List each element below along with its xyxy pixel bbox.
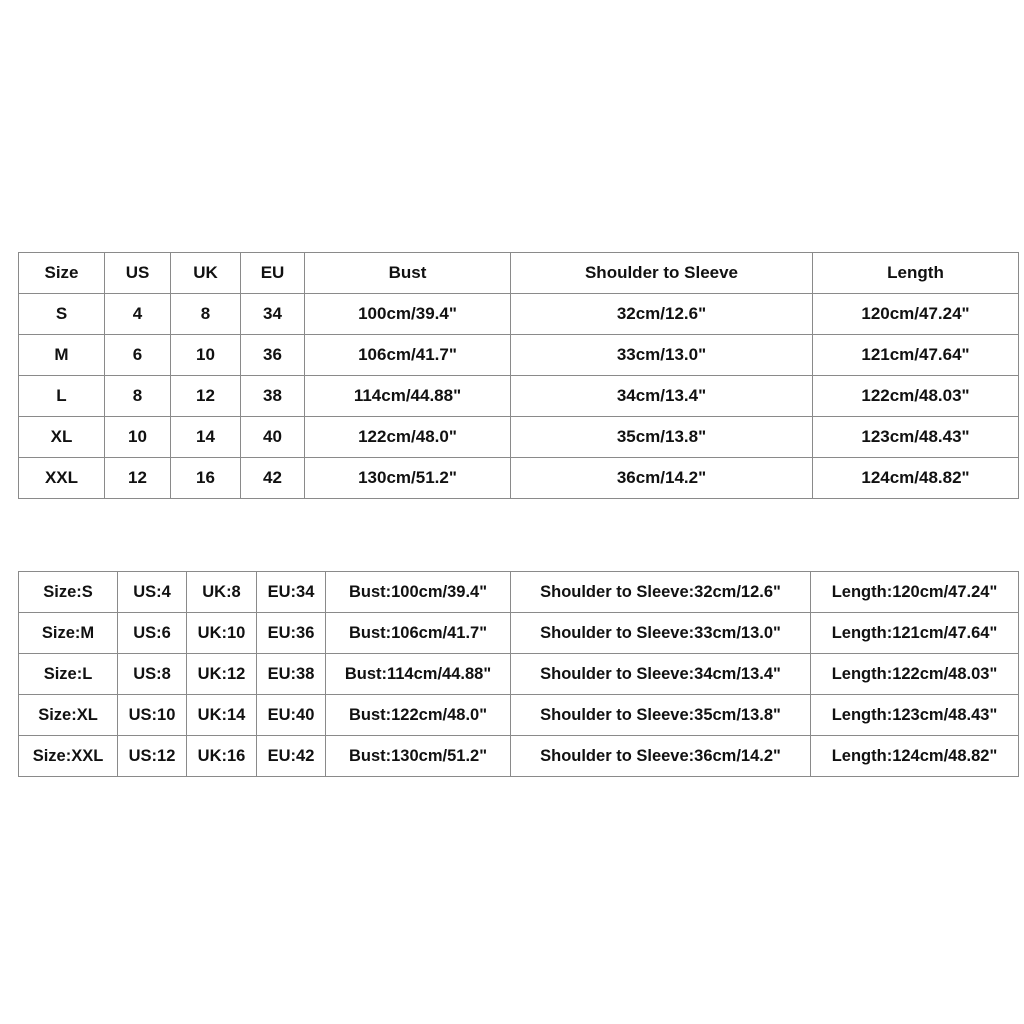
header-length: Length — [813, 253, 1019, 294]
cell-shoulder-to-sleeve: 34cm/13.4" — [511, 376, 813, 417]
cell-us: US:10 — [118, 695, 187, 736]
cell-us: 10 — [105, 417, 171, 458]
cell-us: 12 — [105, 458, 171, 499]
cell-shoulder-to-sleeve: Shoulder to Sleeve:32cm/12.6" — [511, 572, 811, 613]
cell-eu: EU:36 — [257, 613, 326, 654]
cell-length: Length:120cm/47.24" — [811, 572, 1019, 613]
cell-bust: Bust:130cm/51.2" — [326, 736, 511, 777]
cell-uk: 16 — [171, 458, 241, 499]
table-row — [19, 736, 1019, 777]
cell-eu: 38 — [241, 376, 305, 417]
cell-us: US:8 — [118, 654, 187, 695]
cell-eu: EU:38 — [257, 654, 326, 695]
cell-size: Size:XL — [19, 695, 118, 736]
cell-uk: UK:10 — [187, 613, 257, 654]
cell-shoulder-to-sleeve: Shoulder to Sleeve:35cm/13.8" — [511, 695, 811, 736]
size-chart-table — [18, 252, 1019, 499]
cell-uk: UK:8 — [187, 572, 257, 613]
header-bust: Bust — [305, 253, 511, 294]
cell-shoulder-to-sleeve: Shoulder to Sleeve:33cm/13.0" — [511, 613, 811, 654]
cell-uk: 10 — [171, 335, 241, 376]
cell-uk: UK:12 — [187, 654, 257, 695]
cell-bust: Bust:114cm/44.88" — [326, 654, 511, 695]
cell-eu: EU:34 — [257, 572, 326, 613]
cell-size: XL — [19, 417, 105, 458]
cell-eu: EU:40 — [257, 695, 326, 736]
cell-shoulder-to-sleeve: Shoulder to Sleeve:34cm/13.4" — [511, 654, 811, 695]
cell-bust: 130cm/51.2" — [305, 458, 511, 499]
table-row — [19, 613, 1019, 654]
cell-size: S — [19, 294, 105, 335]
table-row — [19, 695, 1019, 736]
cell-length: 124cm/48.82" — [813, 458, 1019, 499]
cell-bust: 114cm/44.88" — [305, 376, 511, 417]
cell-us: US:4 — [118, 572, 187, 613]
cell-shoulder-to-sleeve: 36cm/14.2" — [511, 458, 813, 499]
cell-us: 8 — [105, 376, 171, 417]
size-chart-inline-table — [18, 571, 1019, 777]
cell-eu: 40 — [241, 417, 305, 458]
cell-us: US:12 — [118, 736, 187, 777]
cell-us: US:6 — [118, 613, 187, 654]
cell-size: L — [19, 376, 105, 417]
table-row — [19, 458, 1019, 499]
cell-shoulder-to-sleeve: 33cm/13.0" — [511, 335, 813, 376]
table-row — [19, 417, 1019, 458]
cell-length: 122cm/48.03" — [813, 376, 1019, 417]
cell-us: 6 — [105, 335, 171, 376]
cell-uk: UK:16 — [187, 736, 257, 777]
cell-bust: 100cm/39.4" — [305, 294, 511, 335]
cell-uk: 14 — [171, 417, 241, 458]
cell-eu: EU:42 — [257, 736, 326, 777]
table-header-row — [19, 253, 1019, 294]
cell-size: Size:XXL — [19, 736, 118, 777]
cell-size: XXL — [19, 458, 105, 499]
table-row — [19, 335, 1019, 376]
cell-uk: 12 — [171, 376, 241, 417]
cell-length: 123cm/48.43" — [813, 417, 1019, 458]
cell-uk: 8 — [171, 294, 241, 335]
table-row — [19, 294, 1019, 335]
cell-length: Length:122cm/48.03" — [811, 654, 1019, 695]
cell-size: Size:S — [19, 572, 118, 613]
cell-size: Size:L — [19, 654, 118, 695]
cell-eu: 34 — [241, 294, 305, 335]
cell-shoulder-to-sleeve: 35cm/13.8" — [511, 417, 813, 458]
cell-eu: 36 — [241, 335, 305, 376]
cell-bust: Bust:100cm/39.4" — [326, 572, 511, 613]
cell-length: 120cm/47.24" — [813, 294, 1019, 335]
header-uk: UK — [171, 253, 241, 294]
cell-length: Length:123cm/48.43" — [811, 695, 1019, 736]
cell-length: 121cm/47.64" — [813, 335, 1019, 376]
cell-bust: Bust:122cm/48.0" — [326, 695, 511, 736]
cell-length: Length:124cm/48.82" — [811, 736, 1019, 777]
cell-bust: Bust:106cm/41.7" — [326, 613, 511, 654]
header-size: Size — [19, 253, 105, 294]
cell-us: 4 — [105, 294, 171, 335]
cell-eu: 42 — [241, 458, 305, 499]
table-row — [19, 654, 1019, 695]
cell-uk: UK:14 — [187, 695, 257, 736]
header-shoulder-to-sleeve: Shoulder to Sleeve — [511, 253, 813, 294]
cell-shoulder-to-sleeve: Shoulder to Sleeve:36cm/14.2" — [511, 736, 811, 777]
header-us: US — [105, 253, 171, 294]
table-row — [19, 572, 1019, 613]
cell-size: Size:M — [19, 613, 118, 654]
cell-size: M — [19, 335, 105, 376]
header-eu: EU — [241, 253, 305, 294]
cell-bust: 106cm/41.7" — [305, 335, 511, 376]
table-row — [19, 376, 1019, 417]
cell-shoulder-to-sleeve: 32cm/12.6" — [511, 294, 813, 335]
cell-bust: 122cm/48.0" — [305, 417, 511, 458]
cell-length: Length:121cm/47.64" — [811, 613, 1019, 654]
